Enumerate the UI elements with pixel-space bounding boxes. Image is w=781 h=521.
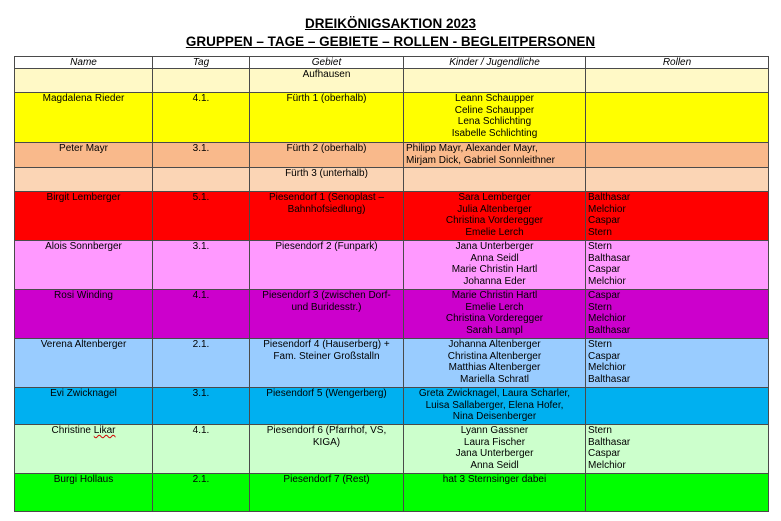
cell-name — [15, 474, 153, 512]
cell-rollen — [586, 425, 769, 474]
cell-gebiet-line: Piesendorf 4 (Hauserberg) + — [263, 339, 390, 350]
cell-rollen-line: Stern — [588, 226, 612, 238]
header-kinder: Kinder / Jugendliche — [404, 57, 586, 69]
cell-rollen-line: Melchior — [588, 275, 626, 287]
cell-kinder — [404, 69, 586, 93]
cell-rollen — [586, 241, 769, 290]
cell-tag — [153, 388, 250, 425]
table-row — [15, 241, 769, 290]
header-rollen: Rollen — [586, 57, 769, 69]
cell-rollen-line: Balthasar — [588, 373, 631, 385]
cell-kinder — [404, 143, 586, 168]
table-row — [15, 168, 769, 192]
cell-tag-text: 5.1. — [192, 192, 210, 203]
cell-kinder-line: Matthias Altenberger — [448, 362, 541, 373]
cell-kinder-line: Christina Vorderegger — [445, 215, 544, 226]
cell-name-text: Evi Zwicknagel — [50, 388, 117, 399]
cell-tag — [153, 241, 250, 290]
cell-name-text: Rosi Winding — [54, 290, 113, 301]
cell-name-text: Peter Mayr — [59, 143, 108, 154]
cell-kinder-line: Laura Fischer — [463, 436, 526, 448]
table-body — [15, 69, 769, 512]
cell-gebiet — [250, 192, 404, 241]
cell-kinder — [404, 168, 586, 192]
cell-kinder-line: Emelie Lerch — [465, 226, 524, 238]
cell-tag-text: 3.1. — [192, 388, 210, 399]
cell-gebiet — [250, 290, 404, 339]
cell-kinder-line: Sara Lemberger — [458, 192, 531, 203]
cell-rollen — [586, 93, 769, 143]
cell-kinder-line: Johanna Eder — [463, 275, 526, 287]
cell-kinder — [404, 93, 586, 143]
cell-rollen-line: Melchior — [588, 203, 626, 215]
table-row — [15, 425, 769, 474]
cell-name — [15, 168, 153, 192]
cell-name — [15, 388, 153, 425]
cell-rollen — [586, 339, 769, 388]
cell-kinder — [404, 388, 586, 425]
cell-kinder-line: Mirjam Dick, Gabriel Sonnleithner — [406, 154, 555, 166]
table-row — [15, 474, 769, 512]
cell-gebiet-line: Piesendorf 6 (Pfarrhof, VS, — [266, 425, 387, 436]
cell-tag-text: 2.1. — [192, 474, 210, 485]
table-row — [15, 339, 769, 388]
cell-name — [15, 290, 153, 339]
cell-kinder-line: Lyann Gassner — [460, 425, 529, 436]
cell-name-text: Alois Sonnberger — [45, 241, 122, 252]
cell-rollen-line: Balthasar — [588, 252, 631, 264]
cell-kinder-line: Celine Schaupper — [454, 104, 535, 116]
cell-rollen — [586, 143, 769, 168]
cell-tag-text: 3.1. — [192, 143, 210, 154]
title-block — [0, 16, 781, 50]
table-row — [15, 69, 769, 93]
cell-kinder — [404, 192, 586, 241]
cell-tag-text: 2.1. — [192, 339, 210, 350]
cell-kinder-line: Johanna Altenberger — [448, 339, 541, 350]
cell-kinder-line: Christina Altenberger — [447, 350, 542, 362]
cell-kinder-line: Lena Schlichting — [457, 116, 532, 127]
cell-kinder-line: Emelie Lerch — [465, 301, 524, 313]
cell-rollen — [586, 290, 769, 339]
cell-kinder-line: Nina Deisenberger — [452, 411, 537, 422]
cell-rollen-line: Caspar — [588, 215, 621, 226]
cell-gebiet-line: Fürth 1 (oberhalb) — [286, 93, 367, 104]
cell-kinder-line: Jana Unterberger — [455, 241, 534, 252]
table-row — [15, 388, 769, 425]
cell-kinder-line: Isabelle Schlichting — [451, 127, 538, 139]
cell-name-text: Magdalena Rieder — [42, 93, 125, 104]
cell-kinder-line: Luisa Sallaberger, Elena Hofer, — [425, 399, 564, 411]
cell-rollen-line: Melchior — [588, 459, 626, 471]
cell-rollen-line: Caspar — [588, 448, 621, 459]
cell-tag-text: 4.1. — [192, 290, 210, 301]
cell-rollen — [586, 474, 769, 512]
cell-gebiet — [250, 425, 404, 474]
cell-kinder — [404, 290, 586, 339]
cell-kinder-line: Greta Zwicknagel, Laura Scharler, — [418, 388, 571, 399]
cell-gebiet — [250, 241, 404, 290]
cell-kinder-line: Christina Vorderegger — [445, 313, 544, 324]
table-row — [15, 192, 769, 241]
document-subtitle: GRUPPEN – TAGE – GEBIETE – ROLLEN - BEGLEITPERSONEN — [185, 34, 596, 49]
cell-kinder-line: Mariella Schratl — [460, 373, 529, 385]
cell-kinder-line: Marie Christin Hartl — [451, 290, 538, 301]
cell-tag — [153, 474, 250, 512]
cell-gebiet — [250, 168, 404, 192]
cell-gebiet — [250, 93, 404, 143]
cell-tag-text: 4.1. — [192, 425, 210, 436]
cell-rollen-line: Balthasar — [588, 324, 631, 336]
cell-rollen-line: Melchior — [588, 362, 626, 373]
cell-tag — [153, 192, 250, 241]
cell-gebiet-line: Piesendorf 2 (Funpark) — [275, 241, 378, 252]
cell-rollen-line: Stern — [588, 241, 612, 252]
cell-name — [15, 339, 153, 388]
cell-name — [15, 425, 153, 474]
cell-gebiet-line: KIGA) — [312, 436, 341, 448]
cell-kinder — [404, 339, 586, 388]
cell-rollen-line: Stern — [588, 301, 612, 313]
cell-name — [15, 69, 153, 93]
cell-rollen — [586, 192, 769, 241]
cell-kinder-line: Anna Seidl — [470, 459, 519, 471]
cell-gebiet-line: Fürth 2 (oberhalb) — [286, 143, 367, 154]
cell-kinder-line: Leann Schaupper — [455, 93, 534, 104]
cell-gebiet — [250, 474, 404, 512]
cell-rollen-line: Caspar — [588, 264, 621, 275]
cell-rollen — [586, 388, 769, 425]
cell-kinder-line: Marie Christin Hartl — [451, 264, 538, 275]
groups-table — [14, 56, 769, 512]
cell-kinder-line: hat 3 Sternsinger dabei — [442, 474, 547, 485]
cell-name — [15, 241, 153, 290]
cell-tag — [153, 93, 250, 143]
table-header-row — [15, 57, 769, 69]
cell-name-text: Verena Altenberger — [40, 339, 127, 350]
cell-rollen-line: Stern — [588, 425, 612, 436]
cell-kinder — [404, 474, 586, 512]
cell-tag — [153, 425, 250, 474]
cell-rollen-line: Balthasar — [588, 192, 631, 203]
cell-gebiet-line: und Buridesstr.) — [291, 301, 362, 313]
cell-gebiet-line: Piesendorf 5 (Wengerberg) — [266, 388, 387, 399]
cell-tag — [153, 69, 250, 93]
cell-name-text: Burgi Hollaus — [53, 474, 114, 485]
cell-tag — [153, 168, 250, 192]
cell-gebiet-line: Piesendorf 1 (Senoplast – — [268, 192, 385, 203]
cell-kinder — [404, 425, 586, 474]
table-row — [15, 143, 769, 168]
cell-tag-text: 3.1. — [192, 241, 210, 252]
cell-rollen-line: Caspar — [588, 350, 621, 362]
cell-kinder-line: Julia Altenberger — [457, 203, 532, 215]
cell-gebiet — [250, 339, 404, 388]
cell-gebiet — [250, 388, 404, 425]
cell-rollen — [586, 69, 769, 93]
cell-gebiet-line: Aufhausen — [302, 69, 351, 80]
cell-name — [15, 192, 153, 241]
header-gebiet: Gebiet — [250, 57, 404, 69]
cell-rollen-line: Stern — [588, 339, 612, 350]
cell-name — [15, 93, 153, 143]
cell-tag — [153, 339, 250, 388]
cell-gebiet — [250, 143, 404, 168]
cell-kinder-line: Jana Unterberger — [455, 448, 534, 459]
cell-kinder-line: Sarah Lampl — [466, 324, 523, 336]
cell-rollen — [586, 168, 769, 192]
header-name: Name — [15, 57, 153, 69]
document-title: DREIKÖNIGSAKTION 2023 — [304, 16, 477, 31]
cell-gebiet-line: Piesendorf 7 (Rest) — [283, 474, 370, 485]
cell-rollen-line: Caspar — [588, 290, 621, 301]
cell-gebiet — [250, 69, 404, 93]
cell-tag — [153, 290, 250, 339]
cell-name-text: Birgit Lemberger — [46, 192, 121, 203]
cell-gebiet-line: Fürth 3 (unterhalb) — [285, 168, 368, 179]
cell-gebiet-line: Fam. Steiner Großstalln — [273, 350, 380, 362]
cell-kinder-line: Anna Seidl — [470, 252, 519, 264]
cell-tag — [153, 143, 250, 168]
cell-gebiet-line: Piesendorf 3 (zwischen Dorf- — [262, 290, 391, 301]
cell-rollen-line: Melchior — [588, 313, 626, 324]
table-row — [15, 93, 769, 143]
cell-tag-text: 4.1. — [192, 93, 210, 104]
cell-name — [15, 143, 153, 168]
cell-kinder-line: Philipp Mayr, Alexander Mayr, — [406, 143, 538, 154]
cell-rollen-line: Balthasar — [588, 436, 631, 448]
table-row — [15, 290, 769, 339]
cell-gebiet-line: Bahnhofsiedlung) — [287, 203, 366, 215]
header-tag: Tag — [153, 57, 250, 69]
cell-name-text: Christine Likar — [51, 425, 116, 436]
cell-kinder — [404, 241, 586, 290]
